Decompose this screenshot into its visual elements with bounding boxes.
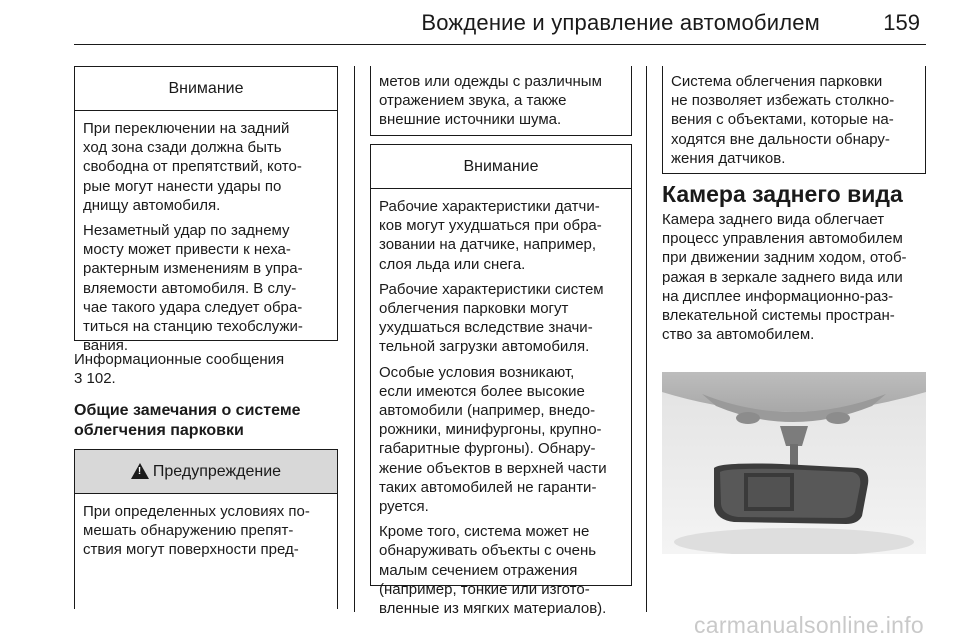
section-heading-rear-camera: Камера заднего вида	[662, 181, 903, 207]
section-heading-parking-general: Общие замечания о системе облегчения парковки	[74, 402, 301, 439]
caution2-paragraph-1: Рабочие характеристики датчи- ков могут ухудшаться при обра- зовании на датчике, например, слоя льда или снега.	[379, 198, 602, 273]
column-divider-2	[646, 66, 647, 612]
caution-paragraph-1: При переключении на задний ход зона сзади должна быть свободна от препятствий, кото- рые могут нанести удары по днищу автомобиля.	[83, 120, 302, 214]
warning-box-title: Предупреждение	[152, 462, 282, 480]
caution-box-title: Внимание	[75, 67, 337, 111]
warning-triangle-icon	[131, 463, 149, 479]
caution2-paragraph-3: Особые условия возникают, если имеются более высокие автомобили (например, внедо- рожники, минифургоны, крупно- габаритные фургоны). Обнару- жение объектов в верхней части таких автомобилей не гаранти- руется.	[379, 363, 607, 516]
caution-box-2	[370, 144, 632, 618]
page-ref-link: 3 102.	[74, 370, 116, 387]
info-messages-text: Информационные сообщения	[74, 351, 285, 368]
warning-paragraph-1: При определенных условиях по- мешать обнаружению препят- ствия могут поверхности пред-	[83, 503, 310, 559]
caution2-paragraph-4: Кроме того, система может не обнаруживать объекты с очень малым сечением отражения (например, тонкие или изгото- вленные из мягких материалов).	[379, 523, 607, 618]
rear-camera-paragraph: Камера заднего вида облегчает процесс управления автомобилем при движении задним ходом, отоб- ражая в зеркале заднего вида или на дисплее информационно-раз- влекательной системы простран- ство за автомобилем.	[662, 211, 907, 344]
warning-box-continued	[370, 66, 632, 136]
column-divider-1	[354, 66, 355, 612]
warning-box	[74, 449, 338, 609]
rear-view-mirror-illustration	[662, 372, 926, 554]
info-messages-ref[interactable]	[74, 369, 116, 388]
warning-continued-paragraph: метов или одежды с различным отражением звука, а также внешние источники шума.	[379, 73, 602, 129]
caution-box	[74, 66, 338, 355]
caution-box-2-title: Внимание	[371, 145, 631, 189]
caution2-continued-paragraph: Система облегчения парковки не позволяет избежать столкно- вения с объектами, которые на- ходятся вне дальности обнару- жения датчиков.	[671, 73, 895, 167]
header-rule	[74, 44, 926, 45]
page-number: 159	[883, 10, 920, 35]
watermark: carmanualsonline.info	[693, 612, 924, 638]
warning-box-header	[75, 450, 337, 494]
caution-box-2-continued	[662, 66, 926, 174]
caution2-paragraph-2: Рабочие характеристики систем облегчения парковки могут ухудшаться вследствие значи- тельной загрузки автомобиля.	[379, 280, 604, 356]
caution-paragraph-2: Незаметный удар по заднему мосту может привести к неха- рактерным изменениям в упра- вляемости автомобиля. В слу- чае такого удара следует обра- титься на станцию техобслужи- вания.	[83, 222, 303, 355]
running-header-title: Вождение и управление автомобилем	[421, 10, 820, 35]
rear-view-mirror-photo	[662, 372, 926, 554]
